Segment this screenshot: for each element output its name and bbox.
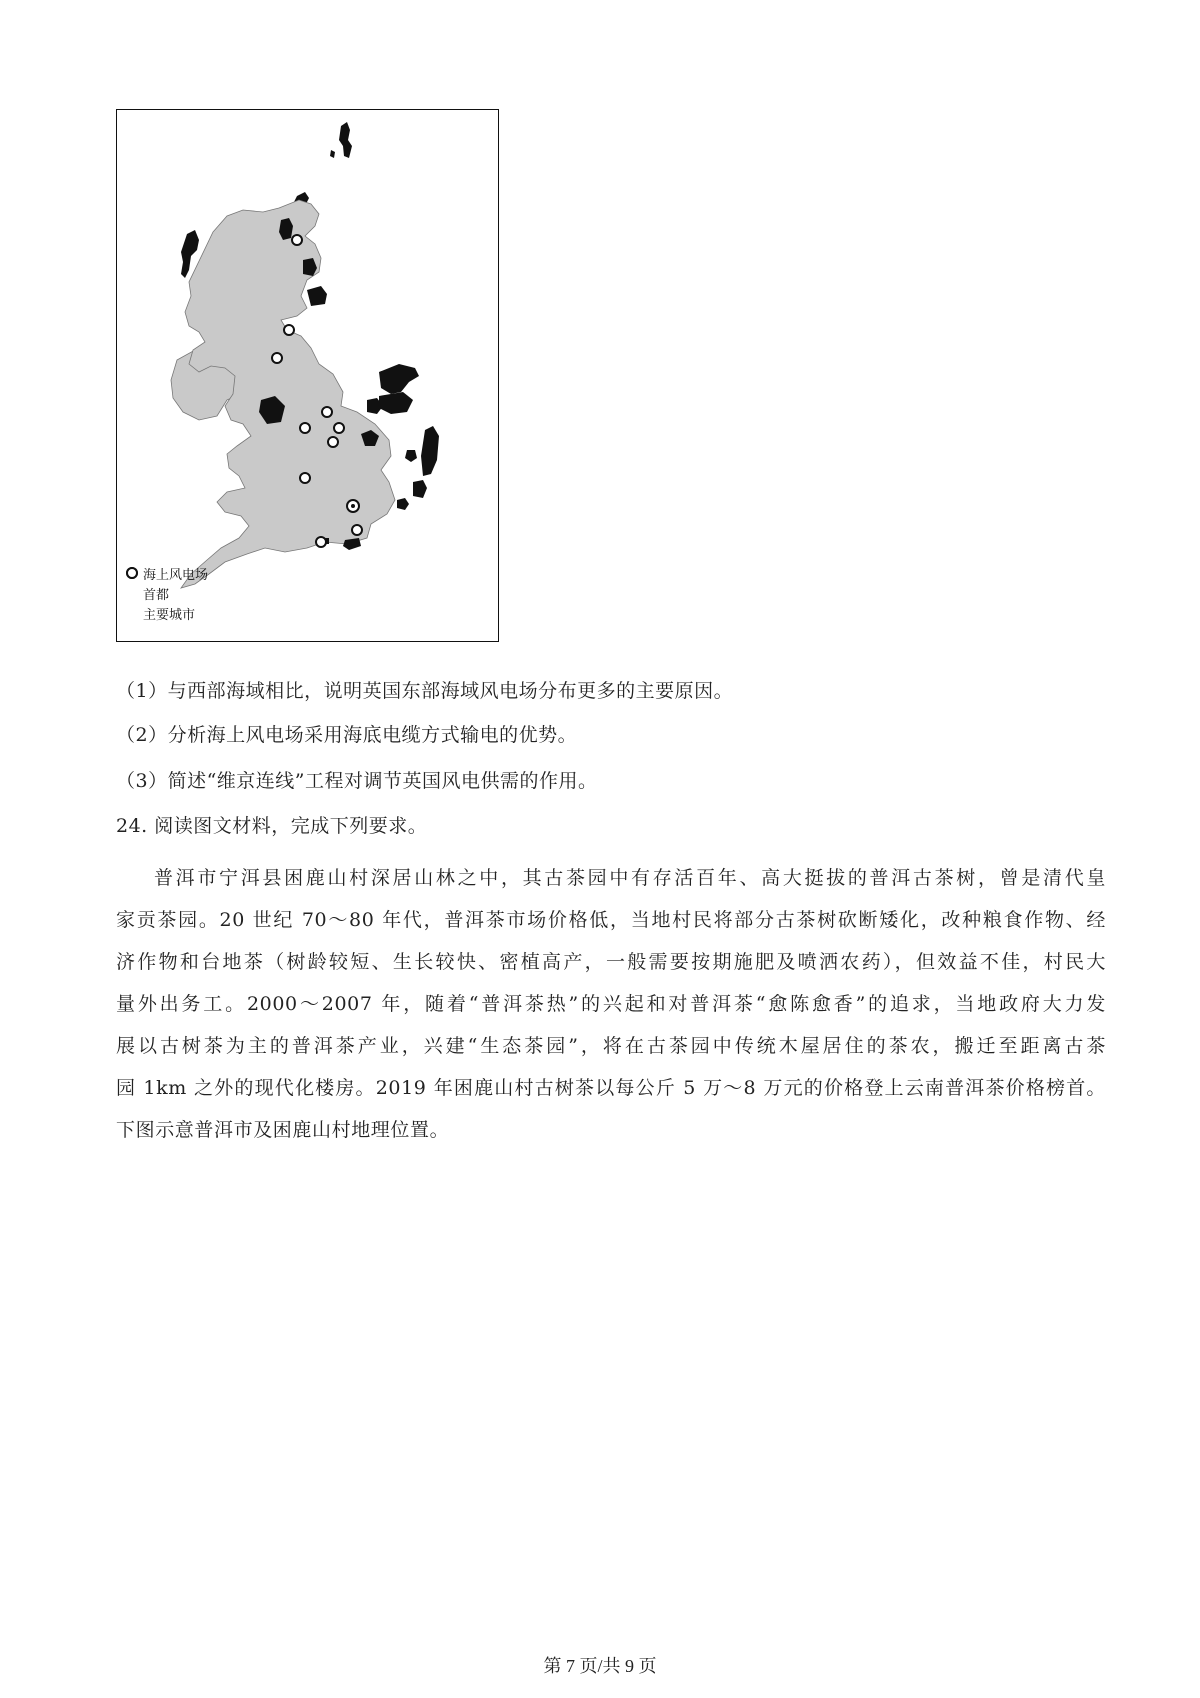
legend-label-wind: 海上风电场 [143, 568, 209, 583]
passage-line: 家贡茶园。20 世纪 70～80 年代，普洱茶市场价格低，当地村民将部分古茶树砍断矮化，改种粮食作物、经 [116, 909, 1106, 931]
legend-row-city [125, 606, 208, 626]
map-legend [125, 566, 208, 626]
question-24-heading: 24. 阅读图文材料，完成下列要求。 [116, 815, 428, 837]
passage-line: 下图示意普洱市及困鹿山村地理位置。 [116, 1119, 450, 1141]
uk-wind-farm-map [116, 109, 499, 642]
legend-label-city: 主要城市 [143, 608, 196, 623]
question-3: （3）简述“维京连线”工程对调节英国风电供需的作用。 [116, 770, 598, 792]
passage-line: 展以古树茶为主的普洱茶产业，兴建“生态茶园”，将在古茶园中传统木屋居住的茶农，搬迁至距离古茶 [116, 1035, 1106, 1057]
capital-london [347, 500, 359, 512]
shetland-islands [330, 122, 352, 158]
question-1: （1）与西部海域相比，说明英国东部海域风电场分布更多的主要原因。 [116, 680, 734, 702]
capital-icon [125, 589, 139, 603]
passage-line: 量外出务工。2000～2007 年，随着“普洱茶热”的兴起和对普洱茶“愈陈愈香”的追求，当地政府大力发 [116, 993, 1106, 1015]
passage-line: 普洱市宁洱县困鹿山村深居山林之中，其古茶园中有存活百年、高大挺拔的普洱古茶树，曾是清代皇 [154, 867, 1106, 889]
legend-row-capital [125, 586, 208, 606]
uk-map-svg [117, 110, 499, 642]
page-footer: 第 7 页/共 9 页 [543, 1656, 657, 1676]
city-icon [125, 609, 139, 623]
passage-line: 园 1km 之外的现代化楼房。2019 年困鹿山村古树茶以每公斤 5 万～8 万元的价格登上云南普洱茶价格榜首。 [116, 1077, 1106, 1099]
legend-label-capital: 首都 [143, 588, 170, 603]
question-24-passage [116, 857, 1106, 1151]
passage-line: 济作物和台地茶（树龄较短、生长较快、密植高产，一般需要按期施肥及喷洒农药），但效益不佳，村民大 [116, 951, 1106, 973]
question-2: （2）分析海上风电场采用海底电缆方式输电的优势。 [116, 724, 578, 746]
